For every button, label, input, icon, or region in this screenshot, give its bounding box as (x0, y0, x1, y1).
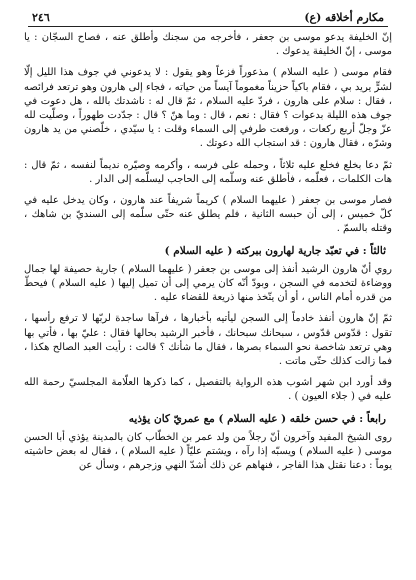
paragraph: روي أنّ هارون الرشيد أنفذ إلى موسى بن جعفر ( عليهما السلام ) جارية حصيفة لها جمال ووضاءة لتخدمه في السجن ، وبودّ أنّه كان يرمي إلى أن تميل إليها ( عليه السلام ) فيحطّ من قدره أمام الناس ، أو أن يتّخذ منها ذريعة للقضاء عليه . (24, 263, 392, 304)
page-body (18, 31, 398, 473)
chapter-title: مكارم أخلاقه (ع) (304, 11, 384, 24)
paragraph: إنّ الخليفة يدعو موسى بن جعفر ، فأخرجه من سجنك وأطلق عنه ، فصاح السجّان : يا موسى ، إنّ الخليفة يدعوك . (24, 32, 392, 58)
header-rule (28, 26, 388, 27)
paragraph: وقد أورد ابن شهر اشوب هذه الرواية بالتفصيل ، كما ذكرها العلّامة المجلسيّ رحمة الله عليه في ( جلاء العيون ) . (24, 377, 392, 403)
section-heading: ثالثاً : في تعبّد جارية لهارون ببركته ( عليه السلام ) (164, 244, 386, 257)
paragraph: فقام موسى ( عليه السلام ) مذعوراً فزعاً وهو يقول : لا يدعوني في جوف هذا الليل إلّا لشرٍّ يريد بي ، فقام باكياً حزيناً مغموماً آيساً من حياته ، فجاء إلى هارون وهو ترتعد فرائصه ، فقال : سلام على هارون ، فردّ عليه السلام ، ثمّ قال له : ناشدتك بالله ، هل دعوت في جوف هذه الليلة بدعوات ؟ فقال : نعم ، قال : وما هنّ ؟ قال : جدّدت طهوراً ، وصلّيت لله عزّ وجلّ أربع ركعات ، ورفعت طرفي إلى السماء وقلت : يا سيّدي ، خلّصني من يد هارون وشرّه ، فقال هارون : قد استجاب الله دعوتك . (24, 67, 392, 150)
running-header (18, 4, 398, 24)
section-heading: رابعاً : في حسن خلقه ( عليه السلام ) مع عمريّ كان يؤذيه (128, 412, 386, 425)
page-number: ٢٤٦ (32, 11, 50, 24)
paragraph: روى الشيخ المفيد وآخرون أنّ رجلاً من ولد عمر بن الخطّاب كان بالمدينة يؤذي أبا الحسن موسى ( عليه السلام ) ويسبّه إذا رآه ، ويشتم عليّاً ( عليه السلام ) ، فقال له بعض حاشيته يوماً : دعنا نقتل هذا الفاجر ، فنهاهم عن ذلك أشدّ النهي وزجرهم ، وسأل عن (24, 431, 392, 472)
paragraph: ثمّ دعا بخلع فخلع عليه ثلاثاً ، وحمله على فرسه ، وأكرمه وصيّره نديماً لنفسه ، ثمّ قال : هات الكلمات ، فعلّمه ، فأطلق عنه وسلّمه إلى الحاجب ليسلّمه إلى الدار . (24, 159, 392, 185)
paragraph: فصار موسى بن جعفر ( عليهما السلام ) كريماً شريفاً عند هارون ، وكان يدخل عليه في كلّ خميس ، إلى أن حبسه الثانية ، فلم يطلق عنه حتّى سلّمه إلى السنديّ بن شاهك ، وقتله بالسمّ . (24, 195, 392, 235)
paragraph: ثمّ إنّ هارون أنفذ خادماً إلى السجن ليأتيه بأخبارها ، فرآها ساجدة لربّها لا ترفع رأسها ، تقول : قدّوس قدّوس ، سبحانك سبحانك ، فأخبر الرشيد بحالها فقال : عليّ بها ، فأتي بها وهي ترتعد شاخصة نحو السماء بصرها ، فقال ما شأنك ؟ قالت : رأيت العبد الصالح هكذا ، فما زالت كذلك حتّى ماتت . (24, 313, 392, 368)
